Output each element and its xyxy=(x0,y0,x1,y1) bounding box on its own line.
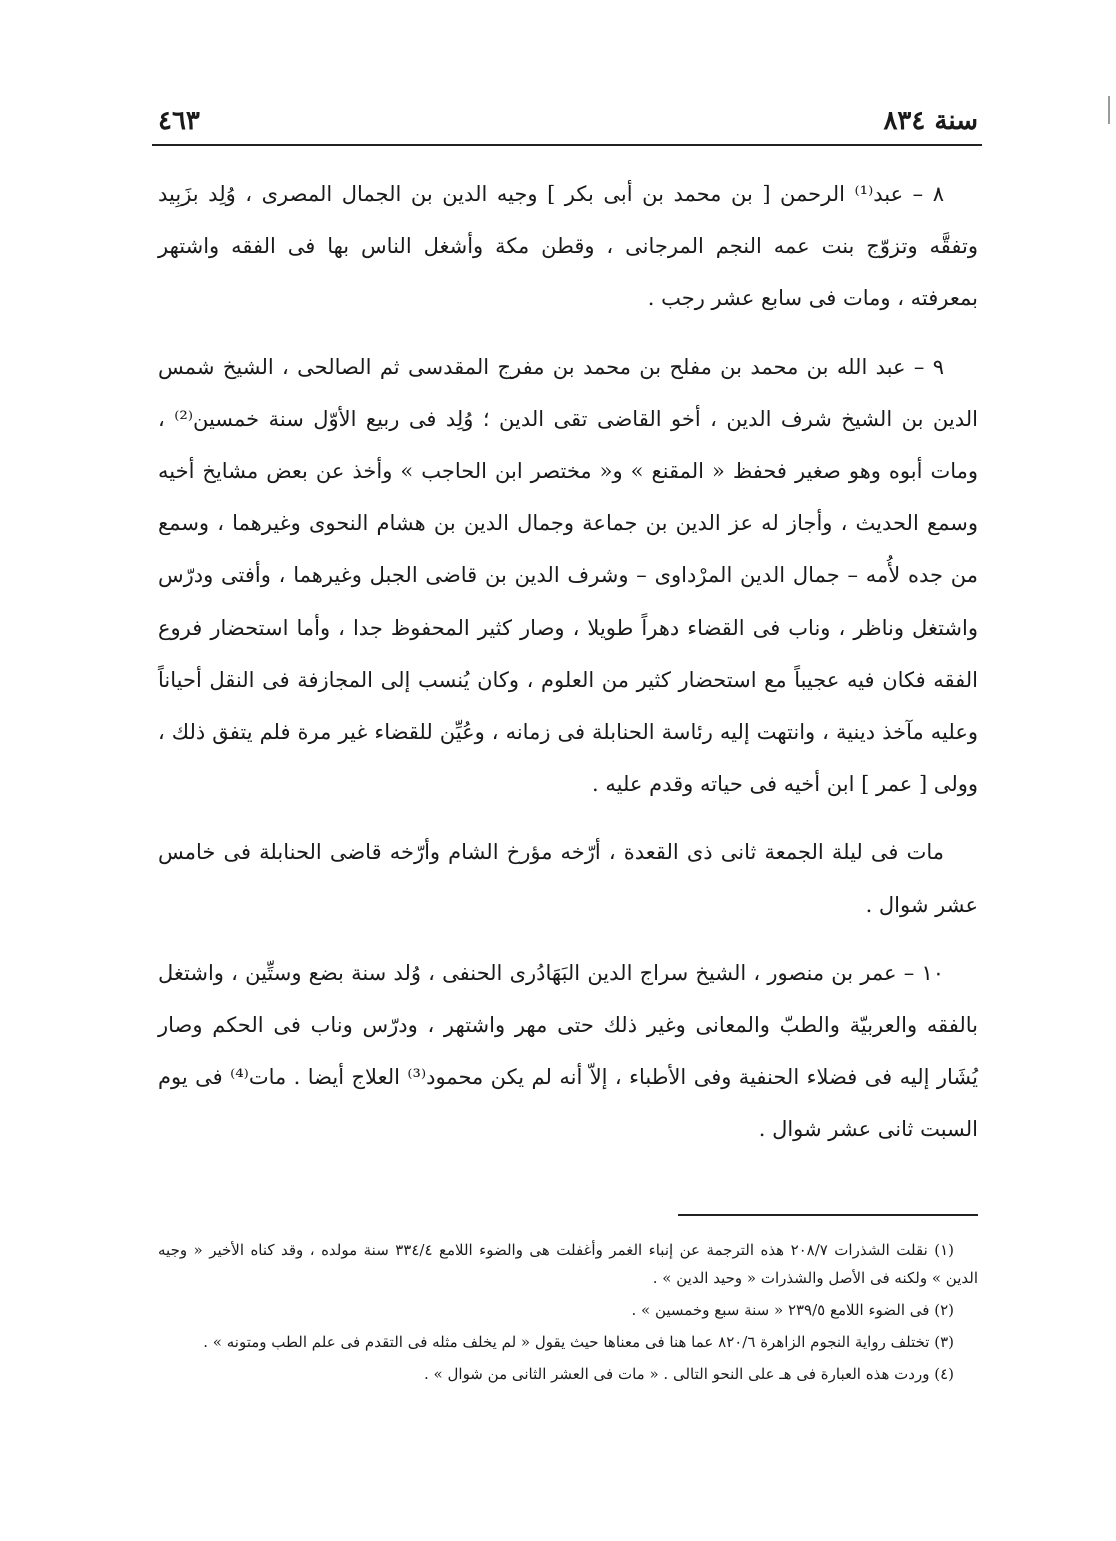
footnote-3: (٣) تختلف رواية النجوم الزاهرة ٨٢٠/٦ عما هنا فى معناها حيث يقول « لم يخلف مثله فى التقدم فى علم الطب ومتونه » . xyxy=(203,1333,954,1351)
footnote-1: (١) نقلت الشذرات ٢٠٨/٧ هذه الترجمة عن إنباء الغمر وأغفلت هى والضوء اللامع ٣٣٤/٤ سنة مولده ، وقد كناه الأخير « وجيه الدين » ولكنه فى الأصل والشذرات « وحيد الدين » . xyxy=(158,1241,978,1287)
entry-10: ١٠ – عمر بن منصور ، الشيخ سراج الدين البَهَادُرى الحنفى ، وُلد سنة بضع وستِّين ، واشتغل بالفقه والعربيّة والطبّ والمعانى وغير ذلك حتى مهر واشتهر ، ودرّس وناب فى الحكم وصار يُشَار إليه فى فضلاء الحنفية وفى الأطباء ، إلاّ أنه لم يكن محمود⁽³⁾ العلاج أيضا . مات⁽⁴⁾ فى يوم السبت ثانى عشر شوال . xyxy=(158,960,978,1142)
header-rule xyxy=(152,144,982,146)
year-heading: سنة ٨٣٤ xyxy=(883,106,978,136)
entry-9-death: مات فى ليلة الجمعة ثانى ذى القعدة ، أرّخه مؤرخ الشام وأرّخه قاضى الحنابلة فى خامس عشر شوال . xyxy=(158,840,978,917)
entry-9: ٩ – عبد الله بن محمد بن مفلح بن محمد بن مفرج المقدسى ثم الصالحى ، الشيخ شمس الدين بن الشيخ شرف الدين ، أخو القاضى تقى الدين ؛ وُلِد فى ربيع الأوّل سنة خمسين⁽²⁾ ، ومات أبوه وهو صغير فحفظ « المقنع » و« مختصر ابن الحاجب » وأخذ عن بعض مشايخ أخيه وسمع الحديث ، وأجاز له عز الدين بن جماعة وجمال الدين بن هشام النحوى وغيرهما ، وسمع من جده لأُمه – جمال الدين المرْداوى – وشرف الدين بن قاضى الجبل وغيرهما ، وأفتى ودرّس واشتغل وناظر ، وناب فى القضاء دهراً طويلا ، وصار كثير المحفوظ جدا ، وأما استحضار فروع الفقه فكان فيه عجيباً مع استحضار كثير من العلوم ، وكان يُنسب إلى المجازفة فى النقل أحياناً وعليه مآخذ دينية ، وانتهت إليه رئاسة الحنابلة فى زمانه ، وعُيِّن للقضاء غير مرة فلم يتفق ذلك ، وولى [ عمر ] ابن أخيه فى حياته وقدم عليه . xyxy=(158,354,978,797)
entry-8: ٨ – عبد⁽¹⁾ الرحمن [ بن محمد بن أبى بكر ] وجيه الدين بن الجمال المصرى ، وُلِد بزَبِيد وتفقَّه وتزوّج بنت عمه النجم المرجانى ، وقطن مكة وأشغل الناس بها فى الفقه واشتهر بمعرفته ، ومات فى سابع عشر رجب . xyxy=(158,182,978,311)
footnote-4: (٤) وردت هذه العبارة فى هـ على النحو التالى . « مات فى العشر الثانى من شوال » . xyxy=(424,1365,954,1383)
footnotes xyxy=(158,1236,978,1392)
main-text xyxy=(158,168,978,1172)
page-header xyxy=(158,92,978,136)
scan-mark xyxy=(1108,96,1110,124)
footnote-2: (٢) فى الضوء اللامع ٢٣٩/٥ « سنة سبع وخمسين » . xyxy=(631,1301,954,1319)
footnote-rule xyxy=(678,1214,978,1216)
page-number: ٤٦٣ xyxy=(158,106,200,136)
